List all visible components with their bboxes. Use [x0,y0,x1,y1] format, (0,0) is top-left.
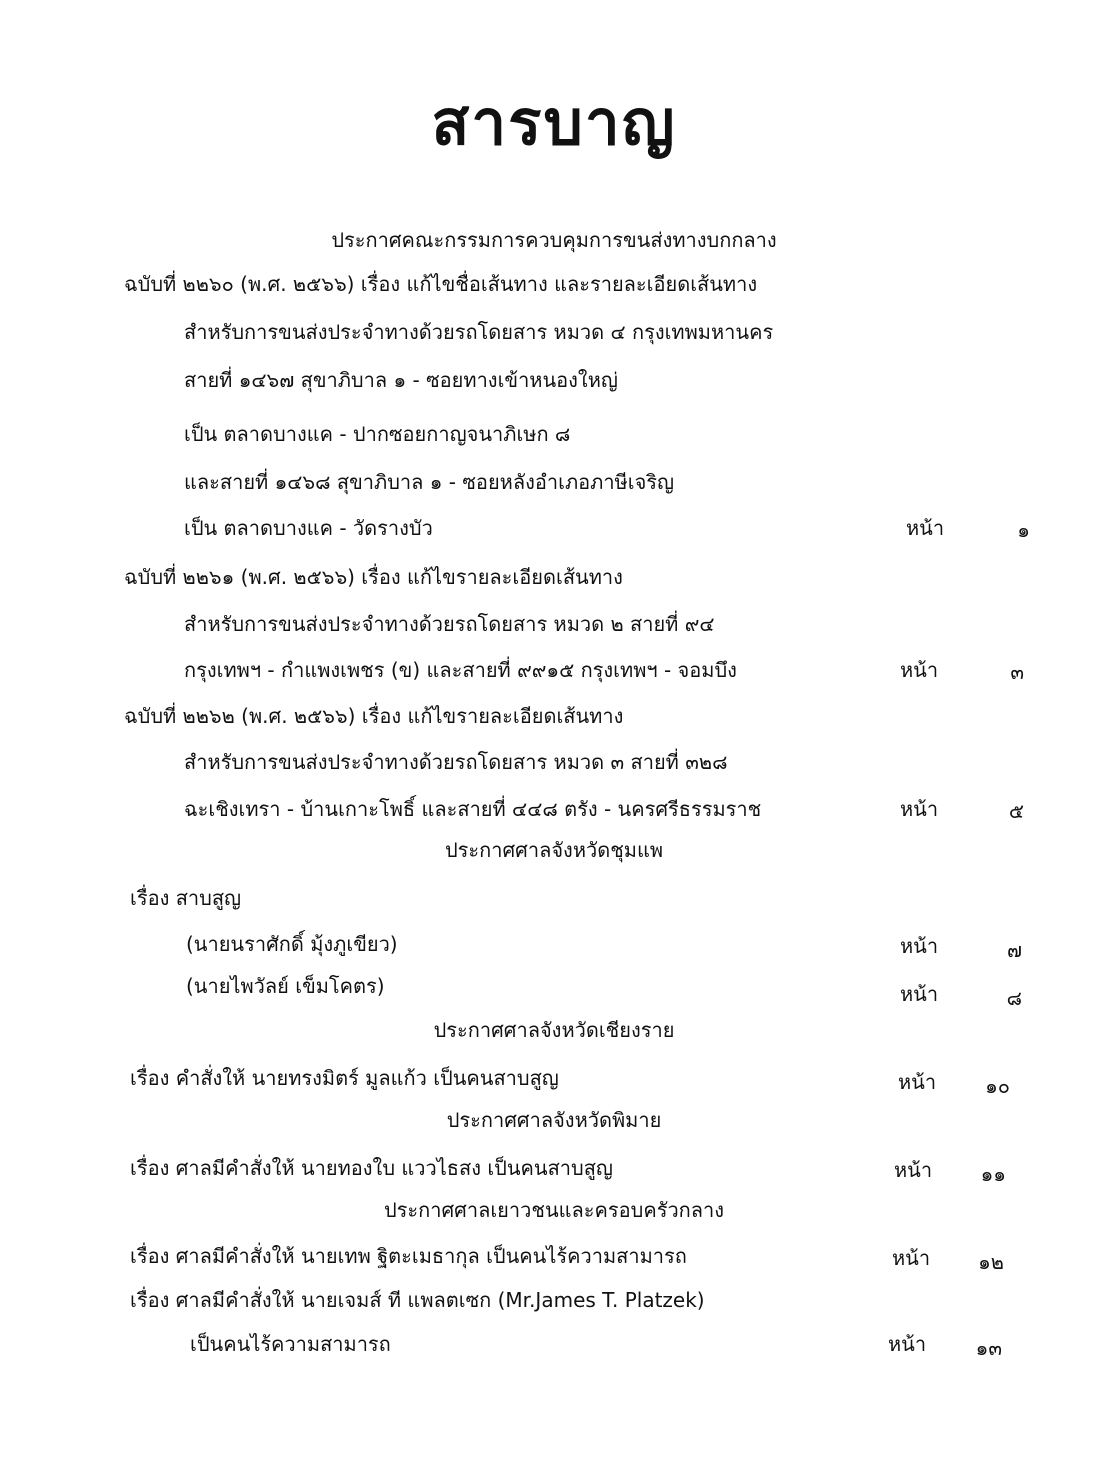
page-number: ๗ [1006,938,1022,962]
toc-entry-line: เป็น ตลาดบางแค - วัดรางบัว [184,516,433,540]
toc-entry-line: สำหรับการขนส่งประจำทางด้วยรถโดยสาร หมวด ๔ กรุงเทพมหานคร [184,320,774,344]
page-label: หน้า [892,1246,931,1270]
toc-entry-line: เป็นคนไร้ความสามารถ [190,1332,391,1356]
page-label: หน้า [888,1332,927,1356]
page-number: ๓ [1010,660,1024,684]
page-number: ๘ [1006,986,1022,1010]
page-label: หน้า [898,1070,937,1094]
page-label: หน้า [900,982,939,1006]
toc-entry-line: (นายไพวัลย์ เข็มโคตร) [186,974,385,998]
toc-entry-line: สำหรับการขนส่งประจำทางด้วยรถโดยสาร หมวด ๓ สายที่ ๓๒๘ [184,750,728,774]
section-heading: ประกาศศาลเยาวชนและครอบครัวกลาง [383,1198,725,1222]
section-heading: ประกาศศาลจังหวัดเชียงราย [433,1018,675,1042]
page-label: หน้า [900,797,939,821]
section-heading: ประกาศศาลจังหวัดชุมแพ [444,838,664,862]
page-number: ๑๓ [975,1336,1002,1360]
page-number: ๕ [1008,799,1024,823]
toc-entry-line: สำหรับการขนส่งประจำทางด้วยรถโดยสาร หมวด ๒ สายที่ ๙๔ [184,612,715,636]
section-heading: ประกาศคณะกรรมการควบคุมการขนส่งทางบกกลาง [331,228,777,252]
page-number: ๑๑ [980,1162,1006,1186]
page-label: หน้า [906,516,945,540]
toc-entry-line: เรื่อง ศาลมีคำสั่งให้ นายเจมส์ ที แพลตเซก (Mr.James T. Platzek) [130,1288,705,1312]
toc-entry-line: ฉบับที่ ๒๒๖๒ (พ.ศ. ๒๕๖๖) เรื่อง แก้ไขรายละเอียดเส้นทาง [124,704,624,728]
page-number: ๑ [1017,518,1030,542]
page-number: ๑๒ [978,1250,1004,1274]
toc-entry-line: เรื่อง ศาลมีคำสั่งให้ นายทองใบ แววไธสง เป็นคนสาบสูญ [130,1156,613,1180]
page-title: สารบาญ [431,86,677,159]
page-label: หน้า [900,934,939,958]
toc-entry-line: ฉบับที่ ๒๒๖๐ (พ.ศ. ๒๕๖๖) เรื่อง แก้ไขชื่อเส้นทาง และรายละเอียดเส้นทาง [124,272,758,296]
page-number: ๑๐ [985,1074,1010,1098]
toc-entry-line: กรุงเทพฯ - กำแพงเพชร (ข) และสายที่ ๙๙๑๕ กรุงเทพฯ - จอมบึง [184,658,737,682]
toc-entry-line: (นายนราศักดิ์ มุ้งภูเขียว) [186,932,398,956]
toc-entry-line: และสายที่ ๑๔๖๘ สุขาภิบาล ๑ - ซอยหลังอำเภอภาษีเจริญ [184,470,675,494]
toc-entry-line: เป็น ตลาดบางแค - ปากซอยกาญจนาภิเษก ๘ [184,422,571,446]
page-label: หน้า [894,1158,933,1182]
toc-entry-line: เรื่อง ศาลมีคำสั่งให้ นายเทพ ฐิตะเมธากุล เป็นคนไร้ความสามารถ [130,1244,687,1268]
toc-entry-line: เรื่อง คำสั่งให้ นายทรงมิตร์ มูลแก้ว เป็นคนสาบสูญ [130,1066,559,1090]
toc-entry-line: สายที่ ๑๔๖๗ สุขาภิบาล ๑ - ซอยทางเข้าหนองใหญ่ [184,368,618,392]
page-label: หน้า [900,658,939,682]
toc-entry-line: เรื่อง สาบสูญ [130,886,242,910]
toc-entry-line: ฉะเชิงเทรา - บ้านเกาะโพธิ์ และสายที่ ๔๔๘ ตรัง - นครศรีธรรมราช [184,797,762,821]
section-heading: ประกาศศาลจังหวัดพิมาย [446,1108,662,1132]
toc-entry-line: ฉบับที่ ๒๒๖๑ (พ.ศ. ๒๕๖๖) เรื่อง แก้ไขรายละเอียดเส้นทาง [124,565,623,589]
